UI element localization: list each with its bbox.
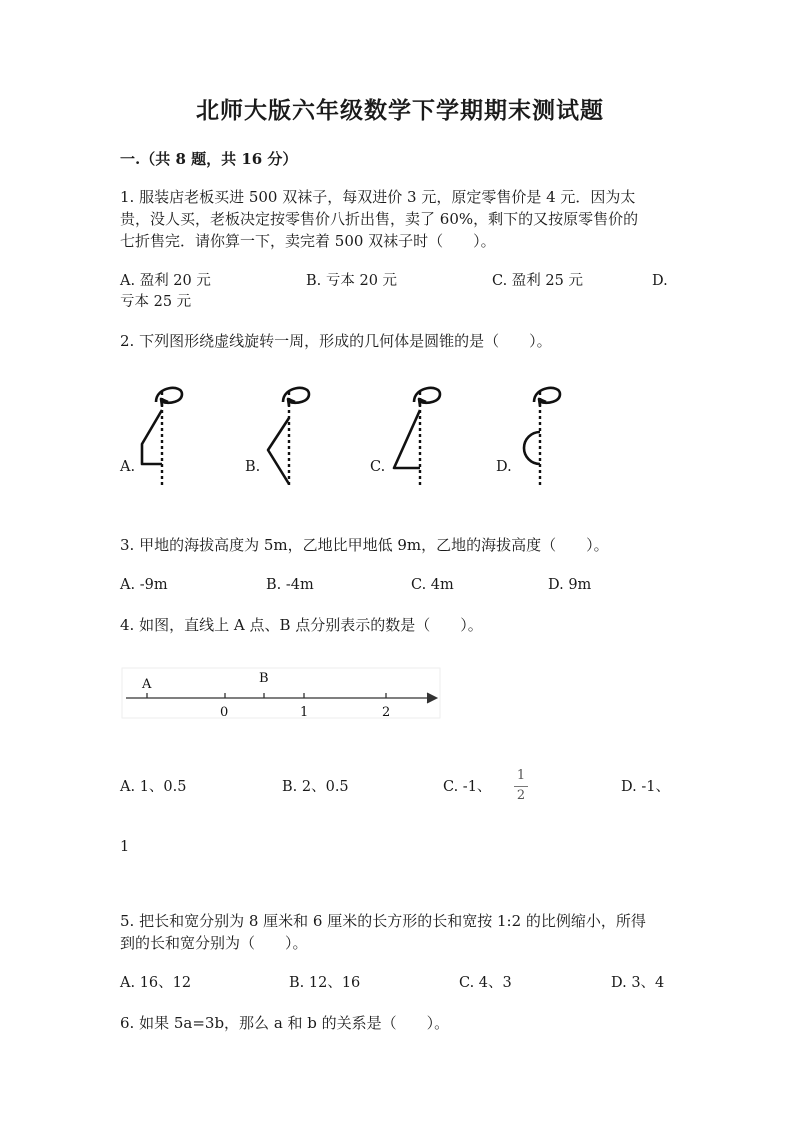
q2-option-c: C. [370,459,386,475]
q1-option-c: C. 盈利 25 元 [492,273,583,289]
q3-option-d: D. 9m [548,577,592,593]
q5-option-a: A. 16、12 [120,975,192,991]
q5-option-d: D. 3、4 [611,975,665,991]
q6-text: 6. 如果 5a=3b，那么 a 和 b 的关系是（ ）。 [120,1014,450,1032]
q2-figure-d [510,380,570,492]
q4-fraction-bar [514,786,528,787]
q5-line2: 到的长和宽分别为（ ）。 [120,934,308,952]
q2-text: 2. 下列图形绕虚线旋转一周，形成的几何体是圆锥的是（ ）。 [120,332,552,350]
q4-fraction-denominator: 2 [516,788,526,803]
q3-option-a: A. -9m [120,577,168,593]
q1-option-a: A. 盈利 20 元 [120,273,211,289]
q1-line1: 1. 服装店老板买进 500 双袜子，每双进价 3 元，原定零售价是 4 元．因为太 [120,188,636,206]
tick-label-2: 2 [382,705,391,720]
tick-label-1: 1 [300,705,309,720]
q1-option-d-text: 亏本 25 元 [120,294,192,310]
section-heading: 一.（共 8 题，共 16 分） [120,150,298,168]
q4-number-line [120,666,445,722]
tick-label-0: 0 [220,705,229,720]
q1-option-b: B. 亏本 20 元 [306,273,398,289]
q4-option-d: D. -1、 [621,779,670,795]
point-label-a: A [142,677,152,692]
q4-option-a: A. 1、0.5 [120,779,187,795]
q2-option-a: A. [120,459,136,475]
q4-option-b: B. 2、0.5 [282,779,349,795]
q3-text: 3. 甲地的海拔高度为 5m，乙地比甲地低 9m，乙地的海拔高度（ ）。 [120,536,609,554]
q2-option-b: B. [245,459,261,475]
q2-figure-b [258,380,318,492]
q5-option-b: B. 12、16 [289,975,361,991]
q1-line3: 七折售完．请你算一下，卖完着 500 双袜子时（ ）。 [120,232,496,250]
q2-figure-c [388,380,448,492]
q4-text: 4. 如图，直线上 A 点、B 点分别表示的数是（ ）。 [120,616,483,634]
page-title: 北师大版六年级数学下学期期末测试题 [196,97,604,124]
q2-option-d: D. [496,459,512,475]
q4-fraction-numerator: 1 [516,768,526,783]
q4-option-c: C. -1、 [443,779,492,795]
q1-option-d: D. [652,273,668,289]
q3-option-c: C. 4m [411,577,454,593]
q5-line1: 5. 把长和宽分别为 8 厘米和 6 厘米的长方形的长和宽按 1:2 的比例缩小，所得 [120,912,646,930]
q3-option-b: B. -4m [266,577,314,593]
q5-option-c: C. 4、3 [459,975,512,991]
q2-figure-a [130,380,190,492]
q4-option-d-value: 1 [120,839,130,855]
q1-line2: 贵，没人买，老板决定按零售价八折出售，卖了 60%，剩下的又按原零售价的 [120,210,639,228]
point-label-b: B [259,671,269,686]
